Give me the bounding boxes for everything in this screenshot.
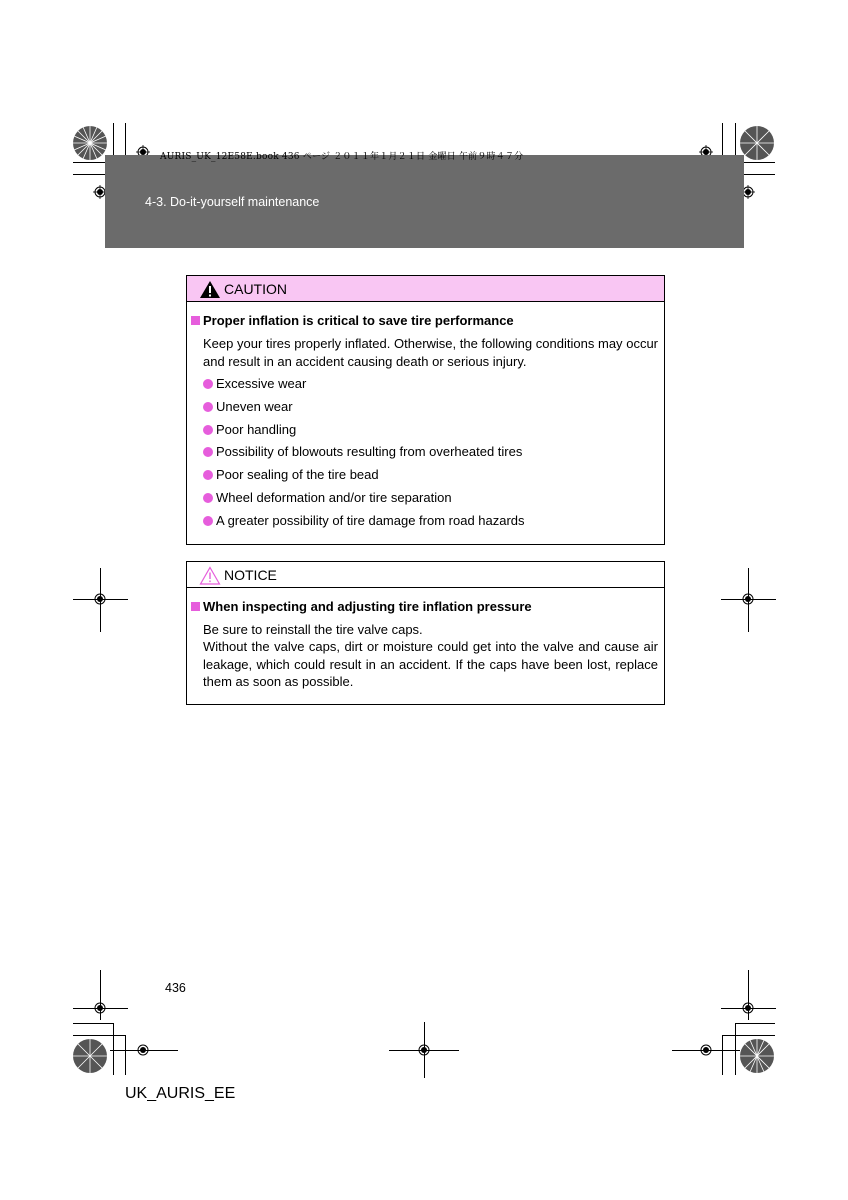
notice-body: Without the valve caps, dirt or moisture could get into the valve and cause air leakage, which could result in an accident. If the caps have been lost, replace them as soon as possible. xyxy=(203,639,658,689)
notice-heading-text: When inspecting and adjusting tire inflation pressure xyxy=(203,599,532,614)
caution-intro: Keep your tires properly inflated. Otherwise, the following conditions may occur and result in an accident causing death or serious injury. xyxy=(203,336,658,369)
caution-label: CAUTION xyxy=(224,281,287,297)
bullet-dot-icon xyxy=(203,379,213,389)
warning-triangle-outline-icon xyxy=(199,566,221,585)
crop-line xyxy=(722,1035,775,1036)
crop-line xyxy=(735,1023,775,1024)
square-bullet-icon xyxy=(191,602,200,611)
list-item xyxy=(203,376,306,391)
list-item-text: Possibility of blowouts resulting from overheated tires xyxy=(216,444,523,459)
registration-crosshair-icon xyxy=(136,1043,150,1057)
crop-line xyxy=(73,1023,113,1024)
list-item xyxy=(203,467,379,482)
bullet-dot-icon xyxy=(203,425,213,435)
notice-header xyxy=(187,562,664,588)
notice-line1: Be sure to reinstall the tire valve caps. xyxy=(203,622,423,637)
registration-crosshair-icon xyxy=(417,1043,431,1057)
list-item-text: Poor handling xyxy=(216,422,297,437)
list-item-text: Uneven wear xyxy=(216,399,293,414)
notice-label: NOTICE xyxy=(224,567,277,583)
bullet-dot-icon xyxy=(203,493,213,503)
list-item xyxy=(203,490,452,505)
list-item xyxy=(203,422,296,437)
list-item xyxy=(203,444,522,459)
page-number: 436 xyxy=(165,981,186,995)
registration-rosette-icon xyxy=(71,1037,109,1075)
section-title: 4-3. Do-it-yourself maintenance xyxy=(145,195,320,209)
registration-crosshair-icon xyxy=(699,1043,713,1057)
registration-crosshair-icon xyxy=(93,1001,107,1015)
registration-crosshair-icon xyxy=(741,1001,755,1015)
registration-rosette-icon xyxy=(738,1037,776,1075)
bullet-dot-icon xyxy=(203,516,213,526)
document-code: UK_AURIS_EE xyxy=(125,1085,236,1102)
file-info-line: AURIS_UK_12E58E.book 436 ページ ２０１１年１月２１日 金曜日 午前９時４７分 xyxy=(160,152,524,162)
crop-line xyxy=(722,1035,723,1075)
registration-crosshair-icon xyxy=(741,592,755,606)
caution-heading xyxy=(191,313,514,328)
crop-line xyxy=(73,1035,125,1036)
caution-header xyxy=(187,276,664,302)
bullet-dot-icon xyxy=(203,402,213,412)
list-item-text: A greater possibility of tire damage from road hazards xyxy=(216,513,525,528)
caution-box xyxy=(186,275,665,545)
notice-box xyxy=(186,561,665,705)
list-item-text: Excessive wear xyxy=(216,376,307,391)
list-item xyxy=(203,399,293,414)
warning-triangle-icon xyxy=(199,280,221,299)
list-item xyxy=(203,513,525,528)
caution-heading-text: Proper inflation is critical to save tire performance xyxy=(203,313,514,328)
square-bullet-icon xyxy=(191,316,200,325)
registration-rosette-icon xyxy=(71,124,109,162)
crop-line xyxy=(125,1035,126,1075)
crop-line xyxy=(113,1023,114,1075)
crop-line xyxy=(735,1023,736,1075)
list-item-text: Wheel deformation and/or tire separation xyxy=(216,490,452,505)
notice-heading xyxy=(191,599,532,614)
bullet-dot-icon xyxy=(203,470,213,480)
list-item-text: Poor sealing of the tire bead xyxy=(216,467,379,482)
bullet-dot-icon xyxy=(203,447,213,457)
registration-crosshair-icon xyxy=(93,592,107,606)
